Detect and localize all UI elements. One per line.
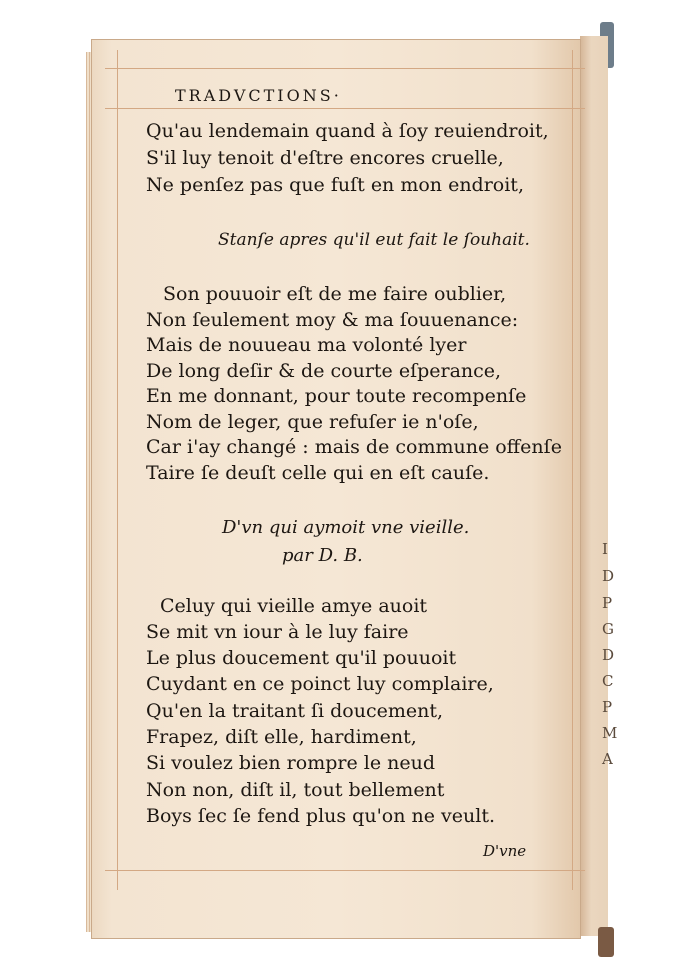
verse-line: Qu'en la traitant ſi doucement, bbox=[146, 700, 444, 722]
verse-line: Ne penſez pas que fuſt en mon endroit, bbox=[146, 174, 524, 196]
rule-top bbox=[105, 68, 585, 69]
verse-line: Si voulez bien rompre le neud bbox=[146, 752, 435, 774]
verse-line: En me donnant, pour toute recompenſe bbox=[146, 385, 527, 407]
facing-page-letter: P bbox=[602, 698, 613, 716]
poem-title: D'vn qui aymoit vne vieille. bbox=[222, 517, 470, 538]
rule-foot bbox=[105, 870, 585, 871]
facing-page-letter: P bbox=[602, 594, 613, 612]
verse-line: Non ſeulement moy & ma ſouuenance: bbox=[146, 309, 519, 331]
spine-bottom bbox=[598, 927, 614, 957]
facing-page-letter: D bbox=[602, 646, 615, 664]
facing-page-letter: D bbox=[602, 567, 615, 585]
verse-line: Mais de nouueau ma volonté lyer bbox=[146, 334, 467, 356]
verse-line: Son pouuoir eſt de me faire oublier, bbox=[163, 283, 507, 305]
facing-page-letter: I bbox=[602, 540, 608, 558]
poem-author: par D. B. bbox=[282, 545, 363, 566]
verse-line: Non non, diſt il, tout bellement bbox=[146, 779, 445, 801]
facing-page-edge bbox=[580, 36, 608, 936]
verse-line: Nom de leger, que refuſer ie n'oſe, bbox=[146, 411, 479, 433]
facing-page-letter: M bbox=[602, 724, 618, 742]
running-head: TRADVCTIONS· bbox=[175, 86, 342, 105]
verse-line: Cuydant en ce poinct luy complaire, bbox=[146, 673, 494, 695]
verse-line: Boys ſec ſe fend plus qu'on ne veult. bbox=[146, 805, 496, 827]
verse-line: Qu'au lendemain quand à ſoy reuiendroit, bbox=[146, 120, 549, 142]
verse-line: Taire ſe deuſt celle qui en eſt cauſe. bbox=[146, 462, 490, 484]
facing-page-letter: G bbox=[602, 620, 614, 638]
verse-line: Se mit vn iour à le luy faire bbox=[146, 621, 409, 643]
facing-page-letter: C bbox=[602, 672, 614, 690]
verse-line: De long deſir & de courte eſperance, bbox=[146, 360, 502, 382]
show-through-text bbox=[545, 340, 549, 355]
rule-head bbox=[105, 108, 585, 109]
catchword: D'vne bbox=[483, 842, 527, 860]
facing-page-letter: A bbox=[602, 750, 613, 768]
rule-right bbox=[572, 50, 573, 890]
verse-line: Le plus doucement qu'il pouuoit bbox=[146, 647, 457, 669]
section-heading: Stanſe apres qu'il eut fait le ſouhait. bbox=[218, 230, 530, 250]
verse-line: Celuy qui vieille amye auoit bbox=[160, 595, 428, 617]
verse-line: Frapez, diſt elle, hardiment, bbox=[146, 726, 417, 748]
verse-line: S'il luy tenoit d'eſtre encores cruelle, bbox=[146, 147, 504, 169]
verse-line: Car i'ay changé : mais de commune offenſe bbox=[146, 436, 562, 458]
rule-left bbox=[117, 50, 118, 890]
